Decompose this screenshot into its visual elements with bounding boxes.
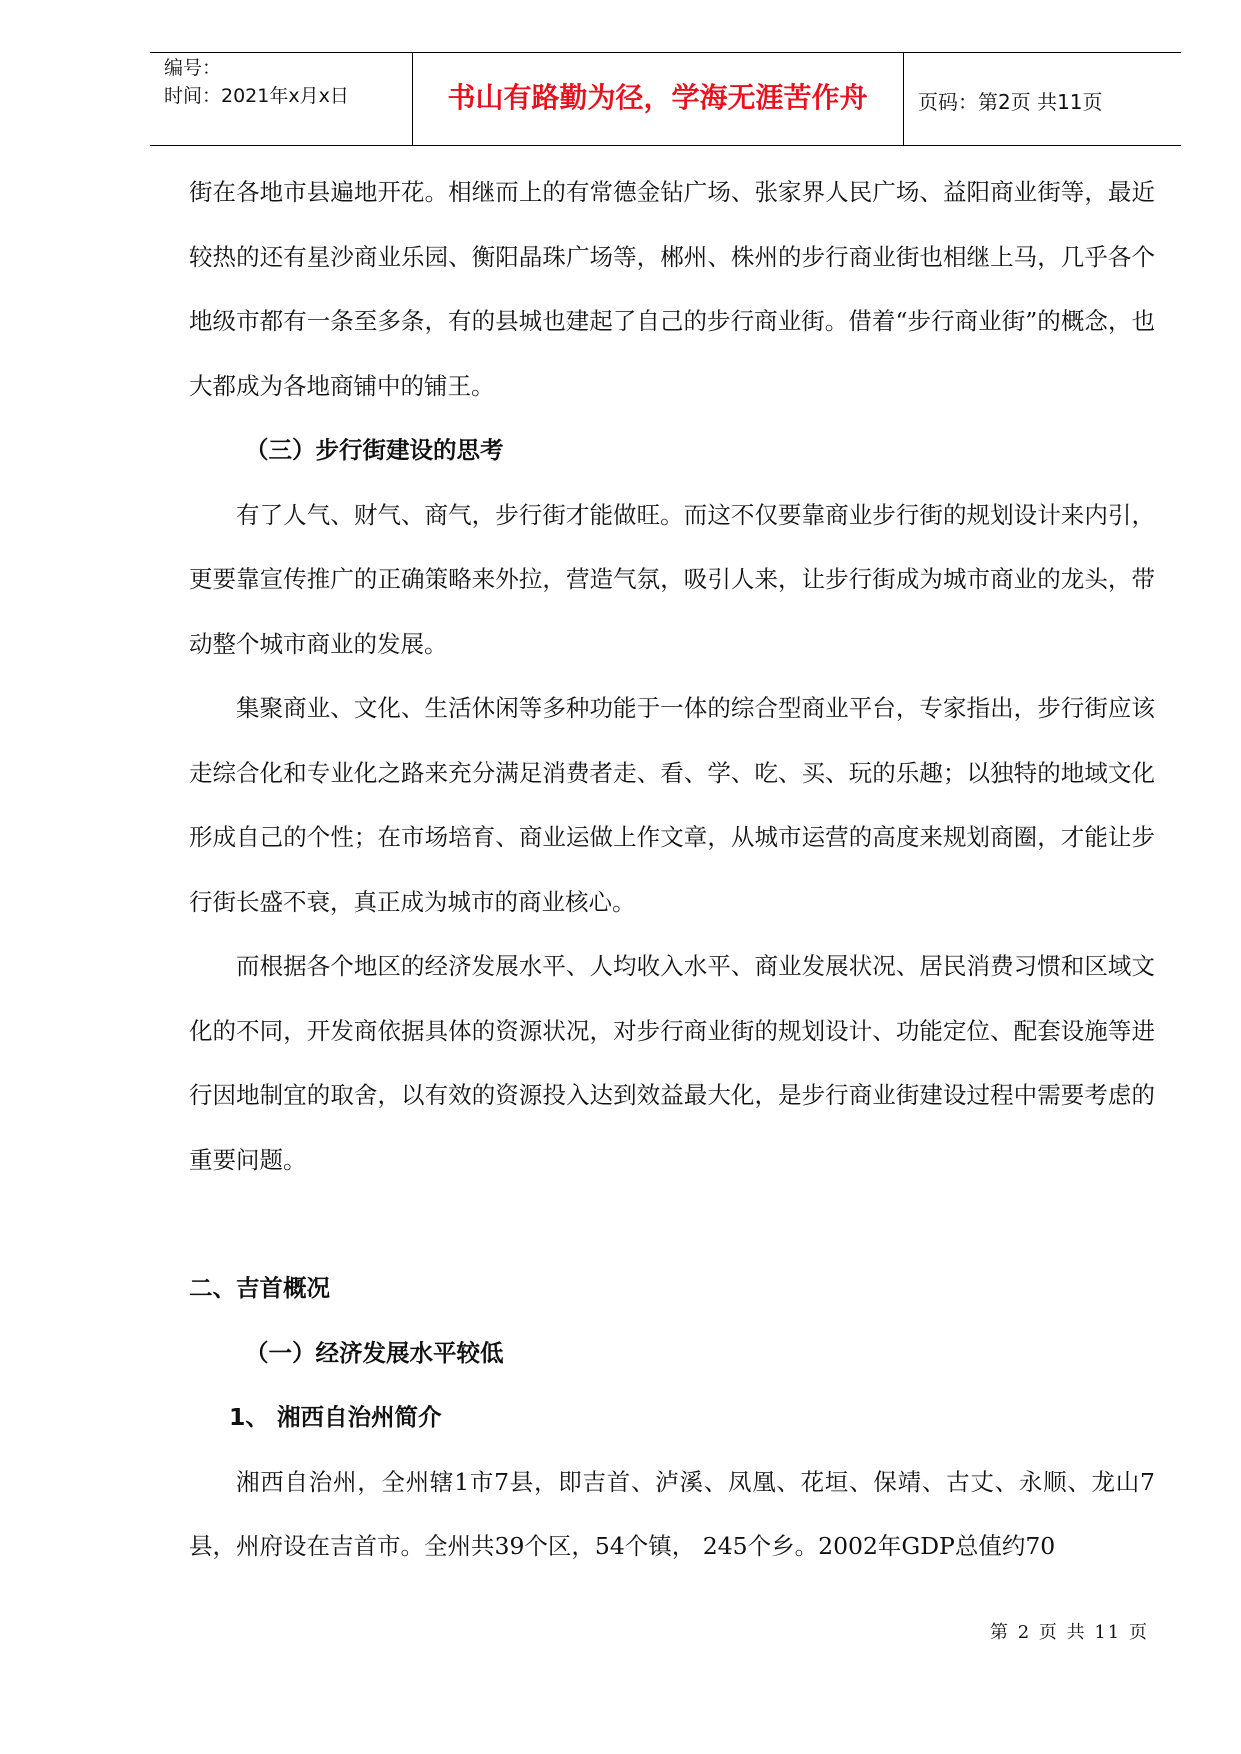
body-paragraph: 湘西自治州，全州辖1市7县，即吉首、泸溪、凤凰、花垣、保靖、古丈、永顺、龙山7县，州府设在吉首市。全州共39个区，54个镇， 245个乡。2002年GDP总值约70 — [189, 1467, 1155, 1560]
document-body — [189, 160, 1155, 1579]
section-heading: （三）步行街建设的思考 — [245, 436, 504, 464]
header-number-label: 编号： — [164, 57, 222, 79]
body-paragraph: 街在各地市县遍地开花。相继而上的有常德金钻广场、张家界人民广场、益阳商业街等，最近较热的还有星沙商业乐园、衡阳晶珠广场等，郴州、株州的步行商业街也相继上马，几乎各个地级市都有一条至多条，有的县城也建起了自己的步行商业街。借着“步行商业街”的概念，也大都成为各地商铺中的铺王。 — [189, 178, 1155, 400]
header-time-label: 时间：2021年x月x日 — [164, 85, 349, 107]
header-top-rule — [150, 52, 1181, 53]
body-paragraph: 有了人气、财气、商气，步行街才能做旺。而这不仅要靠商业步行街的规划设计来内引，更要靠宣传推广的正确策略来外拉，营造气氛，吸引人来，让步行街成为城市商业的龙头，带动整个城市商业的发展。 — [189, 500, 1155, 658]
body-paragraph: 而根据各个地区的经济发展水平、人均收入水平、商业发展状况、居民消费习惯和区域文化的不同，开发商依据具体的资源状况，对步行商业街的规划设计、功能定位、配套设施等进行因地制宜的取舍，以有效的资源投入达到效益最大化，是步行商业街建设过程中需要考虑的重要问题。 — [189, 952, 1155, 1174]
header-divider — [903, 52, 904, 146]
section-heading: （一）经济发展水平较低 — [245, 1338, 504, 1367]
page-footer: 第 2 页 共 11 页 — [990, 1622, 1149, 1643]
header-page-label: 页码：第2页 共11页 — [918, 90, 1103, 114]
header-bottom-rule — [150, 145, 1181, 146]
page-header — [150, 52, 1181, 147]
chapter-heading: 二、吉首概况 — [189, 1274, 330, 1302]
header-motto: 书山有路勤为径，学海无涯苦作舟 — [447, 81, 868, 114]
body-paragraph: 集聚商业、文化、生活休闲等多种功能于一体的综合型商业平台，专家指出，步行街应该走综合化和专业化之路来充分满足消费者走、看、学、吃、买、玩的乐趣；以独特的地域文化形成自己的个性；在市场培育、商业运做上作文章，从城市运营的高度来规划商圈，才能让步行街长盛不衰，真正成为城市的商业核心。 — [189, 694, 1155, 916]
numbered-heading: 1、 湘西自治州简介 — [229, 1403, 442, 1431]
spacer — [189, 1192, 1155, 1256]
